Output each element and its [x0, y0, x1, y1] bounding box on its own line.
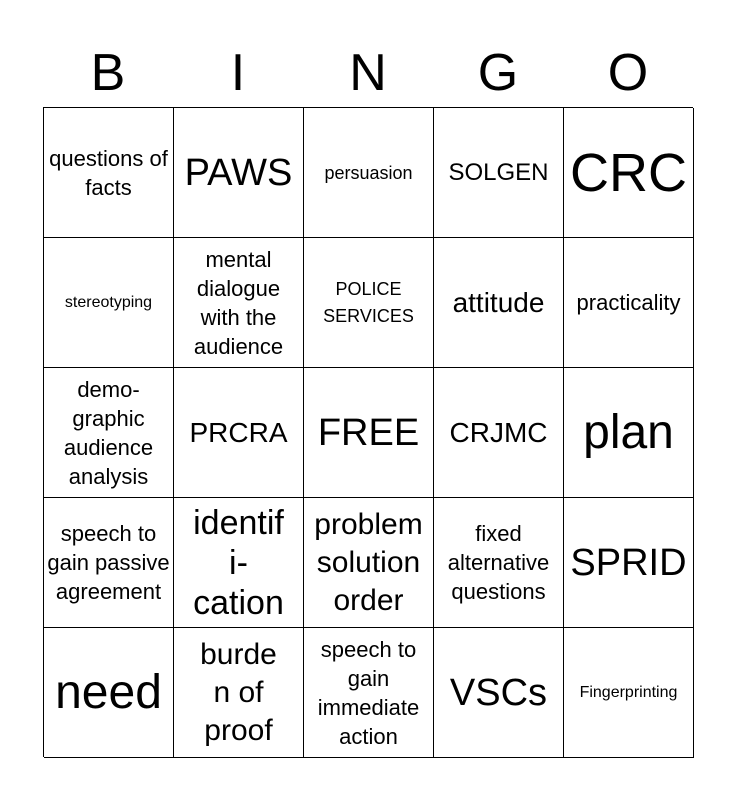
header-letter-g: G: [477, 44, 519, 102]
cell-text: VSCs: [449, 671, 548, 714]
bingo-cell[interactable]: [304, 238, 434, 368]
bingo-cell[interactable]: [434, 238, 564, 368]
cell-text: demo-graphic audience analysis: [63, 376, 154, 489]
bingo-cell[interactable]: [44, 368, 174, 498]
bingo-cell[interactable]: [434, 108, 564, 238]
cell-text: PAWS: [184, 151, 293, 194]
cell-text: PRCRA: [189, 416, 288, 448]
bingo-cell[interactable]: [174, 368, 304, 498]
header-letter-i: I: [230, 44, 246, 102]
cell-text: need: [55, 665, 162, 719]
bingo-cell[interactable]: [434, 498, 564, 628]
cell-text: attitude: [452, 286, 545, 318]
cell-text: practicality: [576, 290, 681, 315]
bingo-cell[interactable]: [434, 368, 564, 498]
bingo-cell[interactable]: [304, 628, 434, 758]
header-letter-b: B: [90, 44, 126, 102]
bingo-cell[interactable]: [44, 628, 174, 758]
header-letter-n: N: [349, 44, 387, 102]
bingo-cell[interactable]: [44, 238, 174, 368]
bingo-cell[interactable]: [174, 498, 304, 628]
bingo-cell[interactable]: [564, 628, 694, 758]
bingo-cell[interactable]: [564, 368, 694, 498]
bingo-cell[interactable]: [44, 108, 174, 238]
cell-text: problem solution order: [314, 507, 423, 617]
bingo-cell[interactable]: [564, 238, 694, 368]
cell-text: CRJMC: [449, 416, 548, 448]
bingo-cell[interactable]: [174, 108, 304, 238]
cell-text: questions of facts: [49, 145, 168, 200]
bingo-cell[interactable]: [564, 108, 694, 238]
cell-text: stereotyping: [64, 293, 153, 311]
cell-text: CRC: [570, 142, 687, 203]
cell-text: SPRID: [570, 541, 687, 584]
cell-text: FREE: [317, 411, 420, 454]
header-letter-o: O: [607, 44, 649, 102]
bingo-cell[interactable]: [174, 628, 304, 758]
cell-text: speech to gain immediate action: [317, 636, 420, 749]
bingo-cell[interactable]: [304, 498, 434, 628]
cell-text: POLICE SERVICES: [323, 278, 414, 326]
cell-text: fixed alternative questions: [447, 521, 550, 604]
cell-text: plan: [583, 405, 674, 459]
bingo-board: [43, 107, 693, 757]
cell-text: speech to gain passive agreement: [47, 521, 170, 604]
bingo-cell[interactable]: [44, 498, 174, 628]
cell-text: SOLGEN: [448, 159, 549, 186]
bingo-cell[interactable]: [564, 498, 694, 628]
cell-text: Fingerprinting: [579, 683, 678, 701]
bingo-cell[interactable]: [304, 368, 434, 498]
bingo-cell[interactable]: [304, 108, 434, 238]
bingo-header: [43, 38, 693, 108]
bingo-cell[interactable]: [434, 628, 564, 758]
cell-text: burden of proof: [200, 637, 277, 747]
cell-text: persuasion: [324, 162, 413, 183]
cell-text: identifi-cation: [193, 503, 284, 622]
cell-text: mental dialogue with the audience: [193, 246, 284, 359]
bingo-cell[interactable]: [174, 238, 304, 368]
